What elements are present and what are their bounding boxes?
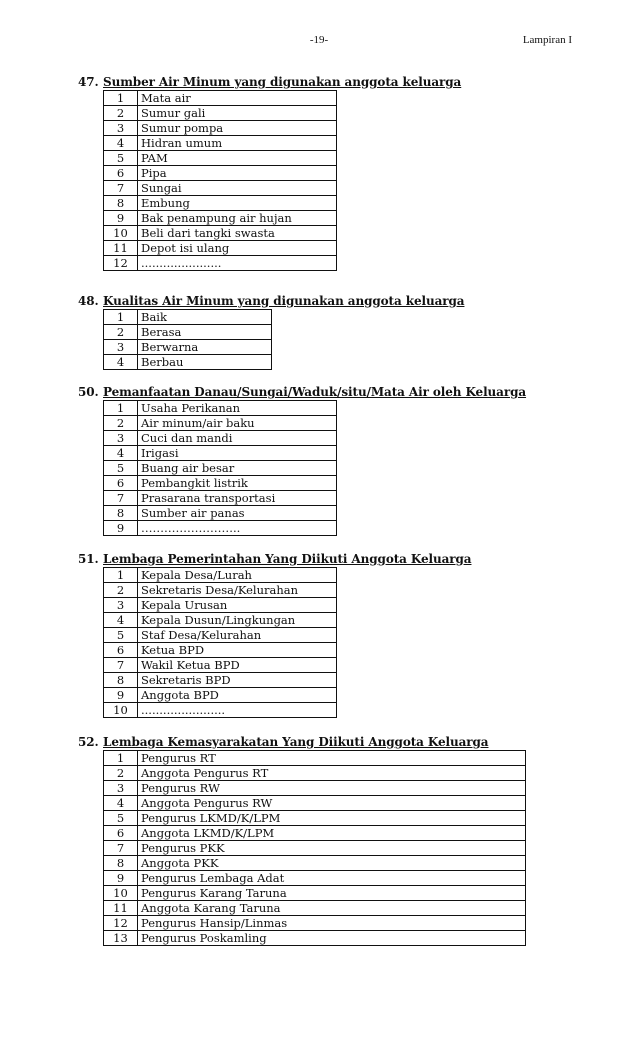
option-code: 7 [104,491,138,506]
question-text: Lembaga Pemerintahan Yang Diikuti Anggota Keluarga [103,552,472,566]
answer-option-row [104,211,337,226]
answer-option-row [104,766,526,781]
answer-option-row [104,811,526,826]
option-label: Pembangkit listrik [138,476,337,491]
answer-option-row [104,325,272,340]
option-code: 2 [104,106,138,121]
option-label: Hidran umum [138,136,337,151]
question-title [78,552,471,567]
option-label: Bak penampung air hujan [138,211,337,226]
question-title [78,385,526,400]
option-label: Berwarna [138,340,272,355]
option-code: 9 [104,688,138,703]
option-label: ....................... [138,703,337,718]
answer-option-row [104,181,337,196]
option-label: Pengurus Poskamling [138,931,526,946]
answer-option-row [104,643,337,658]
answer-option-row [104,91,337,106]
answer-option-row [104,521,337,536]
option-code: 1 [104,91,138,106]
answer-option-row [104,506,337,521]
answer-options-table [103,90,337,271]
answer-option-row [104,196,337,211]
option-code: 2 [104,766,138,781]
question-section [78,735,489,945]
answer-option-row [104,658,337,673]
answer-option-row [104,136,337,151]
option-code: 12 [104,256,138,271]
option-label: Sekretaris Desa/Kelurahan [138,583,337,598]
option-code: 3 [104,781,138,796]
option-label: ...................... [138,256,337,271]
answer-option-row [104,901,526,916]
option-code: 8 [104,856,138,871]
option-label: Anggota LKMD/K/LPM [138,826,526,841]
option-code: 7 [104,658,138,673]
answer-option-row [104,703,337,718]
option-label: Pengurus Hansip/Linmas [138,916,526,931]
answer-option-row [104,871,526,886]
option-code: 1 [104,310,138,325]
question-text: Kualitas Air Minum yang digunakan anggota keluarga [103,294,465,308]
question-number: 50. [78,385,99,399]
option-code: 10 [104,703,138,718]
option-code: 4 [104,446,138,461]
option-code: 8 [104,673,138,688]
answer-option-row [104,401,337,416]
option-label: Mata air [138,91,337,106]
question-text: Sumber Air Minum yang digunakan anggota keluarga [103,75,462,89]
option-code: 6 [104,166,138,181]
option-label: Pipa [138,166,337,181]
option-label: Anggota BPD [138,688,337,703]
option-code: 12 [104,916,138,931]
option-label: Irigasi [138,446,337,461]
answer-options-table [103,750,526,946]
answer-option-row [104,491,337,506]
question-number: 51. [78,552,99,566]
option-label: Pengurus RW [138,781,526,796]
answer-option-row [104,226,337,241]
option-code: 6 [104,826,138,841]
answer-option-row [104,166,337,181]
answer-option-row [104,121,337,136]
answer-option-row [104,106,337,121]
option-label: Pengurus PKK [138,841,526,856]
option-code: 9 [104,521,138,536]
option-code: 1 [104,751,138,766]
option-code: 5 [104,628,138,643]
option-code: 10 [104,886,138,901]
option-label: Depot isi ulang [138,241,337,256]
option-label: Sumur pompa [138,121,337,136]
option-code: 6 [104,476,138,491]
question-text: Lembaga Kemasyarakatan Yang Diikuti Anggota Keluarga [103,735,489,749]
option-label: Pengurus LKMD/K/LPM [138,811,526,826]
question-title [78,735,488,750]
question-section [78,385,527,535]
option-label: Pengurus Lembaga Adat [138,871,526,886]
answer-options-table [103,567,337,718]
page-number: -19- [309,34,329,46]
option-code: 1 [104,568,138,583]
question-number: 48. [78,294,99,308]
answer-option-row [104,628,337,643]
option-label: Anggota Karang Taruna [138,901,526,916]
answer-option-row [104,355,272,370]
option-code: 11 [104,901,138,916]
option-label: …………………….. [138,521,337,536]
question-number: 52. [78,735,99,749]
answer-option-row [104,856,526,871]
option-label: Sumur gali [138,106,337,121]
option-code: 4 [104,136,138,151]
answer-option-row [104,751,526,766]
option-code: 4 [104,796,138,811]
answer-option-row [104,568,337,583]
option-label: Baik [138,310,272,325]
answer-option-row [104,241,337,256]
answer-option-row [104,583,337,598]
option-code: 2 [104,583,138,598]
option-code: 2 [104,325,138,340]
option-code: 9 [104,211,138,226]
answer-option-row [104,826,526,841]
option-code: 3 [104,598,138,613]
option-code: 7 [104,181,138,196]
answer-option-row [104,151,337,166]
question-number: 47. [78,75,99,89]
answer-option-row [104,841,526,856]
option-code: 9 [104,871,138,886]
option-code: 11 [104,241,138,256]
option-label: Sungai [138,181,337,196]
option-label: Pengurus Karang Taruna [138,886,526,901]
question-title [78,75,461,90]
option-code: 7 [104,841,138,856]
answer-option-row [104,598,337,613]
option-label: Sekretaris BPD [138,673,337,688]
option-code: 2 [104,416,138,431]
answer-option-row [104,476,337,491]
option-code: 5 [104,461,138,476]
option-code: 5 [104,811,138,826]
question-section [78,552,472,717]
answer-option-row [104,781,526,796]
option-code: 4 [104,355,138,370]
answer-option-row [104,416,337,431]
option-label: Anggota PKK [138,856,526,871]
option-label: PAM [138,151,337,166]
answer-option-row [104,673,337,688]
option-label: Air minum/air baku [138,416,337,431]
option-label: Wakil Ketua BPD [138,658,337,673]
appendix-label: Lampiran I [522,34,572,46]
answer-options-table [103,400,337,536]
option-label: Berasa [138,325,272,340]
answer-option-row [104,613,337,628]
answer-option-row [104,916,526,931]
option-label: Staf Desa/Kelurahan [138,628,337,643]
answer-option-row [104,688,337,703]
answer-option-row [104,256,337,271]
option-label: Anggota Pengurus RW [138,796,526,811]
question-section [78,75,462,270]
answer-option-row [104,340,272,355]
option-label: Buang air besar [138,461,337,476]
option-label: Prasarana transportasi [138,491,337,506]
option-label: Berbau [138,355,272,370]
option-label: Embung [138,196,337,211]
answer-option-row [104,461,337,476]
answer-option-row [104,886,526,901]
question-title [78,294,464,309]
option-label: Anggota Pengurus RT [138,766,526,781]
question-text: Pemanfaatan Danau/Sungai/Waduk/situ/Mata Air oleh Keluarga [103,385,527,399]
option-label: Kepala Dusun/Lingkungan [138,613,337,628]
answer-options-table [103,309,272,370]
option-code: 8 [104,506,138,521]
answer-option-row [104,446,337,461]
option-code: 1 [104,401,138,416]
option-code: 10 [104,226,138,241]
answer-option-row [104,796,526,811]
question-section [78,294,465,369]
option-code: 3 [104,121,138,136]
option-code: 3 [104,431,138,446]
option-code: 3 [104,340,138,355]
answer-option-row [104,310,272,325]
option-label: Beli dari tangki swasta [138,226,337,241]
option-label: Pengurus RT [138,751,526,766]
option-code: 13 [104,931,138,946]
option-label: Cuci dan mandi [138,431,337,446]
option-label: Usaha Perikanan [138,401,337,416]
option-code: 8 [104,196,138,211]
option-label: Kepala Urusan [138,598,337,613]
answer-option-row [104,931,526,946]
option-code: 6 [104,643,138,658]
answer-option-row [104,431,337,446]
option-label: Kepala Desa/Lurah [138,568,337,583]
option-label: Ketua BPD [138,643,337,658]
option-code: 5 [104,151,138,166]
option-code: 4 [104,613,138,628]
option-label: Sumber air panas [138,506,337,521]
